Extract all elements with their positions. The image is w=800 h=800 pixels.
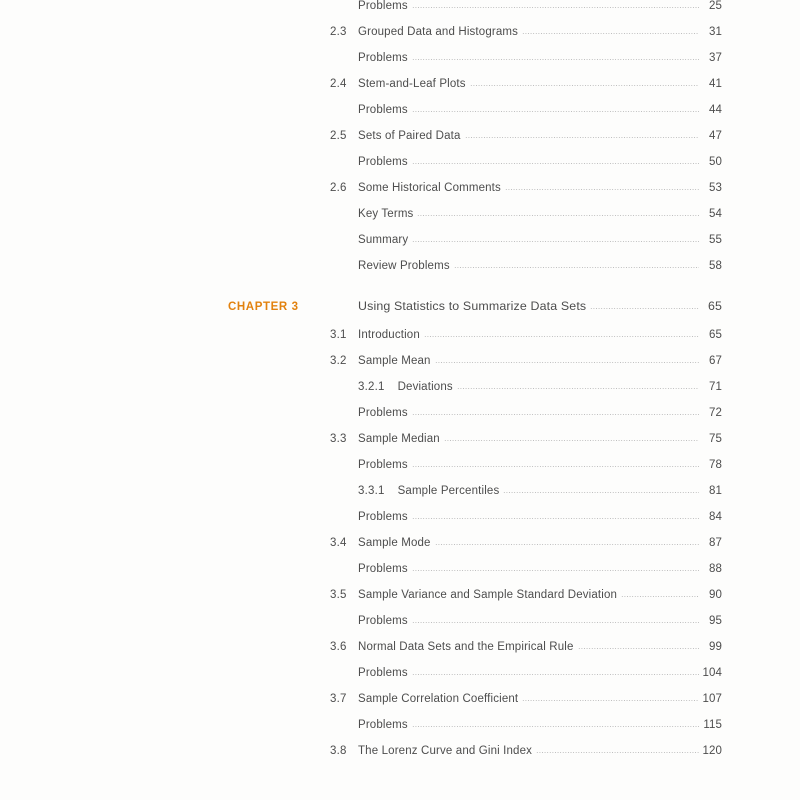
section-number: [228, 78, 358, 90]
toc-entry-title: Stem-and-Leaf Plots: [358, 78, 466, 90]
section-number: [228, 745, 358, 757]
toc-page-number: 88: [709, 563, 722, 575]
toc-entry-row[interactable]: [0, 511, 800, 537]
dot-leader: [412, 414, 699, 415]
section-number-text: 3.8: [330, 745, 347, 757]
dot-leader: [417, 215, 699, 216]
toc-entry: [358, 260, 722, 272]
toc-entry-title: Sample Mean: [358, 355, 431, 367]
dot-leader: [454, 267, 699, 268]
section-number: [228, 641, 358, 653]
section-number-text: 3.4: [330, 537, 347, 549]
toc-entry: [358, 26, 722, 38]
section-number-text: 2.4: [330, 78, 347, 90]
dot-leader: [412, 622, 699, 623]
dot-leader: [522, 700, 699, 701]
dot-leader: [503, 492, 699, 493]
dot-leader: [444, 440, 699, 441]
toc-page-number: 54: [709, 208, 722, 220]
dot-leader: [412, 466, 699, 467]
toc-entry-row[interactable]: [0, 537, 800, 563]
toc-entry-title: Sets of Paired Data: [358, 130, 461, 142]
toc-page-number: 87: [709, 537, 722, 549]
toc-page-number: 120: [702, 745, 722, 757]
toc-entry-row[interactable]: [0, 433, 800, 459]
toc-entry-title: Sample Median: [358, 433, 440, 445]
toc-page-number: 72: [709, 407, 722, 419]
toc-entry: [358, 433, 722, 445]
toc-entry-title: Summary: [358, 234, 409, 246]
toc-entry-row[interactable]: [0, 156, 800, 182]
toc-page-number: 37: [709, 52, 722, 64]
toc-entry-row[interactable]: [0, 719, 800, 745]
subsection-number-text: 3.2.1: [358, 381, 385, 393]
toc-page-number: 95: [709, 615, 722, 627]
toc-entry-row[interactable]: [0, 208, 800, 234]
toc-entry: [358, 355, 722, 367]
toc-entry-row[interactable]: [0, 130, 800, 156]
toc-entry-row[interactable]: [0, 78, 800, 104]
dot-leader: [536, 752, 699, 753]
dot-leader: [412, 59, 699, 60]
toc-entry: [358, 156, 722, 168]
section-number: [228, 355, 358, 367]
toc-page-number: 71: [709, 381, 722, 393]
toc-entry-title: Sample Correlation Coefficient: [358, 693, 519, 705]
toc-entry-row[interactable]: [0, 459, 800, 485]
toc-entry-row[interactable]: [0, 485, 800, 511]
toc-entry: [358, 459, 722, 471]
toc-entry: [358, 719, 722, 731]
toc-page-number: 99: [709, 641, 722, 653]
dot-leader: [621, 596, 699, 597]
toc-page-number: 107: [702, 693, 722, 705]
toc-entry-title: Problems: [358, 156, 408, 168]
section-number: [228, 589, 358, 601]
toc-page-number: 81: [709, 485, 722, 497]
dot-leader: [412, 674, 699, 675]
section-number: [228, 329, 358, 341]
section-number-text: 2.5: [330, 130, 347, 142]
toc-entry-title: Some Historical Comments: [358, 182, 501, 194]
dot-leader: [470, 85, 699, 86]
toc-page-number: 50: [709, 156, 722, 168]
dot-leader: [412, 7, 699, 8]
toc-entry-row[interactable]: [0, 745, 800, 771]
toc-entry-row[interactable]: [0, 182, 800, 208]
toc-entry-title: Sample Mode: [358, 537, 431, 549]
toc-page-number: 90: [709, 589, 722, 601]
toc-entry: [358, 589, 722, 601]
section-number-text: 3.5: [330, 589, 347, 601]
toc-entry-title: Review Problems: [358, 260, 450, 272]
toc-entry: [358, 511, 722, 523]
section-number-text: 2.3: [330, 26, 347, 38]
toc-page-number: 65: [709, 329, 722, 341]
toc-entry: [358, 615, 722, 627]
toc-entry-title: Problems: [358, 667, 408, 679]
dot-leader: [522, 33, 699, 34]
toc-entry-row[interactable]: [0, 615, 800, 641]
toc-entry-title: Problems: [358, 615, 408, 627]
dot-leader: [412, 111, 699, 112]
toc-entry-title: Grouped Data and Histograms: [358, 26, 519, 38]
toc-entry-row[interactable]: [0, 563, 800, 589]
toc-entry-title: Sample Percentiles: [397, 485, 500, 497]
toc-entry-row[interactable]: [0, 641, 800, 667]
dot-leader: [505, 189, 699, 190]
toc-entry-row[interactable]: [0, 667, 800, 693]
toc-entry-title: Problems: [358, 511, 408, 523]
toc-entry: [358, 299, 722, 313]
toc-entry-title: Sample Variance and Sample Standard Deviation: [358, 589, 618, 601]
toc-entry-row[interactable]: [0, 0, 800, 26]
toc-page-number: 55: [709, 234, 722, 246]
toc-page-number: 31: [709, 26, 722, 38]
toc-entry-title: The Lorenz Curve and Gini Index: [358, 745, 533, 757]
toc-entry-title: Problems: [358, 0, 408, 12]
dot-leader: [435, 362, 699, 363]
toc-page-number: 78: [709, 459, 722, 471]
toc-entry-title: Problems: [358, 459, 408, 471]
dot-leader: [578, 648, 700, 649]
toc-page-number: 44: [709, 104, 722, 116]
toc-page-number: 84: [709, 511, 722, 523]
toc-entry: [358, 182, 722, 194]
toc-entry-title: Normal Data Sets and the Empirical Rule: [358, 641, 574, 653]
section-number: [228, 182, 358, 194]
toc-entry-row[interactable]: [0, 693, 800, 719]
toc-entry-title: Using Statistics to Summarize Data Sets: [358, 299, 587, 313]
toc-page-number: 115: [703, 719, 722, 731]
toc-entry: [358, 563, 722, 575]
toc-entry: [358, 52, 722, 64]
dot-leader: [457, 388, 699, 389]
toc-entry-row[interactable]: [0, 260, 800, 286]
toc-chapter-row[interactable]: [0, 299, 800, 329]
toc-entry: [358, 130, 722, 142]
toc-entry-title: Introduction: [358, 329, 420, 341]
toc-entry-title: Problems: [358, 104, 408, 116]
section-number-text: 3.3: [330, 433, 347, 445]
toc-entry: [358, 407, 722, 419]
toc-entry-row[interactable]: [0, 407, 800, 433]
section-number-text: 2.6: [330, 182, 347, 194]
section-number: [228, 433, 358, 445]
toc-entry: [358, 745, 722, 757]
section-number-text: 3.6: [330, 641, 347, 653]
dot-leader: [424, 336, 699, 337]
toc-entry: [358, 329, 722, 341]
toc-entry: [358, 537, 722, 549]
dot-leader: [435, 544, 699, 545]
dot-leader: [412, 570, 699, 571]
toc-entry-title: Key Terms: [358, 208, 414, 220]
toc-entry: [358, 104, 722, 116]
toc-page-number: 58: [709, 260, 722, 272]
toc-entry: [358, 78, 722, 90]
section-number: [228, 537, 358, 549]
toc-entry-row[interactable]: [0, 234, 800, 260]
toc-entry-title: Problems: [358, 563, 408, 575]
section-number: [228, 26, 358, 38]
toc-entry: [358, 381, 722, 393]
toc-entry-row[interactable]: [0, 355, 800, 381]
toc-entry: [358, 0, 722, 12]
toc-entry: [358, 208, 722, 220]
toc-entry: [358, 693, 722, 705]
toc-entry-row[interactable]: [0, 26, 800, 52]
subsection-number-text: 3.3.1: [358, 485, 385, 497]
dot-leader: [412, 518, 699, 519]
dot-leader: [465, 137, 699, 138]
toc-page-number: 47: [709, 130, 722, 142]
dot-leader: [590, 308, 699, 309]
toc-entry-row[interactable]: [0, 104, 800, 130]
toc-page-number: 67: [709, 355, 722, 367]
toc-entry-title: Problems: [358, 719, 408, 731]
toc-entry-title: Problems: [358, 407, 408, 419]
toc-entry: [358, 234, 722, 246]
dot-leader: [412, 163, 699, 164]
section-number: [228, 693, 358, 705]
toc-page-number: 75: [709, 433, 722, 445]
chapter-tag-text: CHAPTER 3: [228, 301, 299, 313]
toc-entry-row[interactable]: [0, 381, 800, 407]
toc-page-number: 53: [709, 182, 722, 194]
toc-entry-title: Deviations: [397, 381, 453, 393]
section-number-text: 3.7: [330, 693, 347, 705]
dot-leader: [412, 241, 699, 242]
toc-entry-row[interactable]: [0, 589, 800, 615]
dot-leader: [412, 726, 699, 727]
section-number: [228, 130, 358, 142]
toc-entry-title: Problems: [358, 52, 408, 64]
toc-entry-row[interactable]: [0, 52, 800, 78]
toc-entry: [358, 667, 722, 679]
section-number-text: 3.2: [330, 355, 347, 367]
toc-page-number: 41: [709, 78, 722, 90]
toc-entry-row[interactable]: [0, 329, 800, 355]
toc-entry: [358, 485, 722, 497]
section-number-text: 3.1: [330, 329, 347, 341]
toc-page-number: 65: [708, 299, 722, 313]
toc-page-number: 25: [709, 0, 722, 12]
toc-page-number: 104: [702, 667, 722, 679]
toc-entry: [358, 641, 722, 653]
chapter-label: [228, 301, 358, 313]
